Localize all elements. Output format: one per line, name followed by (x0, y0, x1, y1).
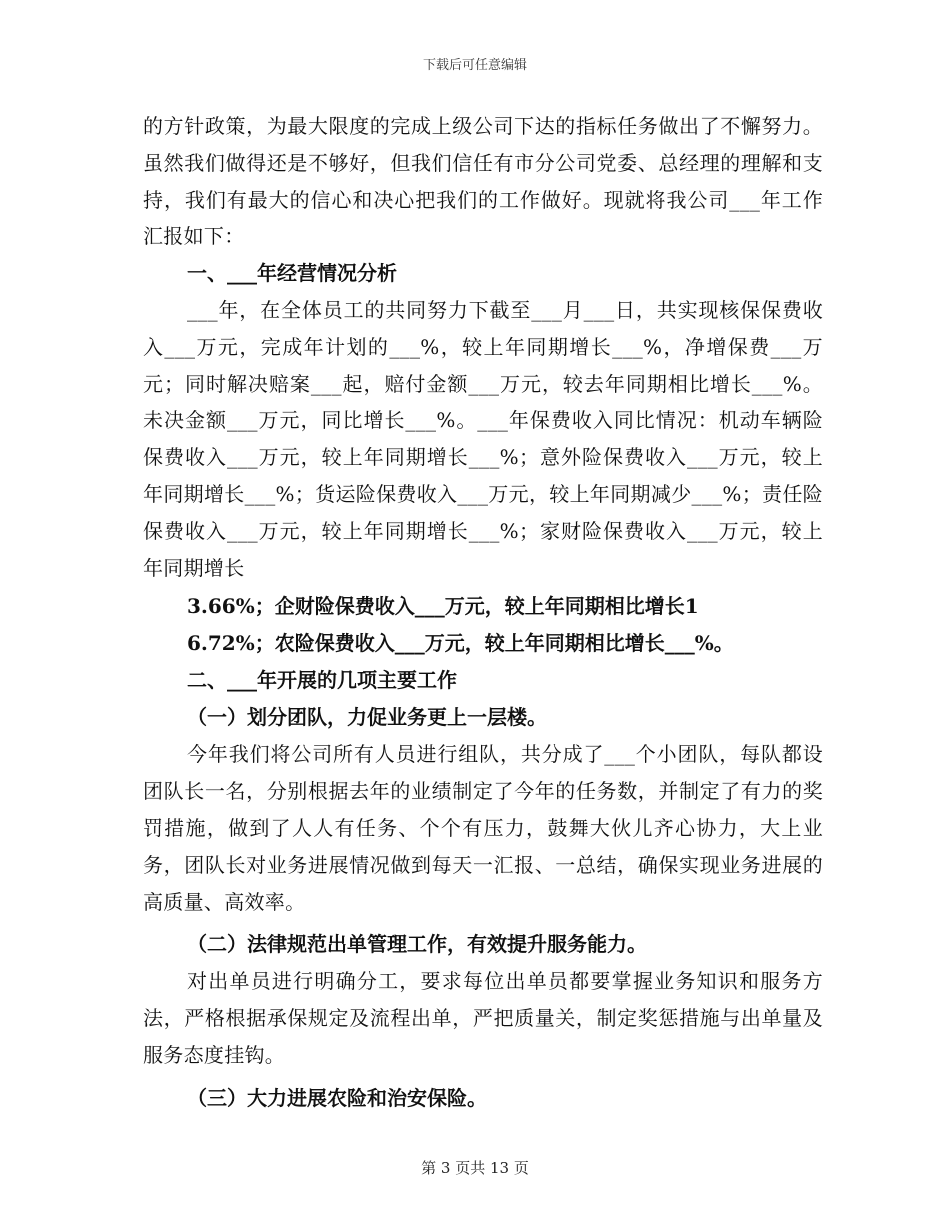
document-body (143, 108, 823, 1117)
page-footer: 第 3 页共 13 页 (421, 1159, 529, 1177)
section-1-paragraph: ___年，在全体员工的共同努力下截至___月___日，共实现核保保费收入___万元，完成年计划的___%，较上年同期增长___%，净增保费___万元；同时解决赔案___起，赔付金额___万元，较去年同期相比增长___%。未决金额___万元，同比增长___%。___年保费收入同比情况：机动车辆险保费收入___万元，较上年同期增长___%；意外险保费收入___万元，较上年同期增长___%；货运险保费收入___万元，较上年同期减少___%；责任险保费收入___万元，较上年同期增长___%；家财险保费收入___万元，较上年同期增长 (143, 297, 823, 580)
bold-line-1: 3.66%；企财险保费收入___万元，较上年同期相比增长1 (187, 594, 699, 619)
section-2-heading: 二、___年开展的几项主要工作 (187, 668, 457, 693)
subsection-1-heading: （一）划分团队，力促业务更上一层楼。 (187, 705, 547, 730)
subsection-2-heading: （二）法律规范出单管理工作，有效提升服务能力。 (187, 932, 647, 957)
subsection-2-paragraph: 对出单员进行明确分工，要求每位出单员都要掌握业务知识和服务方法，严格根据承保规定及流程出单，严把质量关，制定奖惩措施与出单量及服务态度挂钩。 (143, 969, 823, 1067)
subsection-3-heading: （三）大力进展农险和治安保险。 (187, 1085, 487, 1110)
subsection-1-paragraph: 今年我们将公司所有人员进行组队，共分成了___个小团队，每队都设团队长一名，分别根据去年的业绩制定了今年的任务数，并制定了有力的奖罚措施，做到了人人有任务、个个有压力，鼓舞大伙儿齐心协力，大上业务，团队长对业务进展情况做到每天一汇报、一总结，确保实现业务进展的高质量、高效率。 (143, 742, 823, 914)
page-header: 下载后可任意编辑 (422, 58, 527, 73)
intro-paragraph: 的方针政策，为最大限度的完成上级公司下达的指标任务做出了不懈努力。虽然我们做得还是不够好，但我们信任有市分公司党委、总经理的理解和支持，我们有最大的信心和决心把我们的工作做好。现就将我公司___年工作汇报如下： (143, 114, 823, 249)
bold-line-2: 6.72%；农险保费收入___万元，较上年同期相比增长___%。 (187, 631, 734, 656)
section-1-heading: 一、___年经营情况分析 (187, 261, 397, 286)
